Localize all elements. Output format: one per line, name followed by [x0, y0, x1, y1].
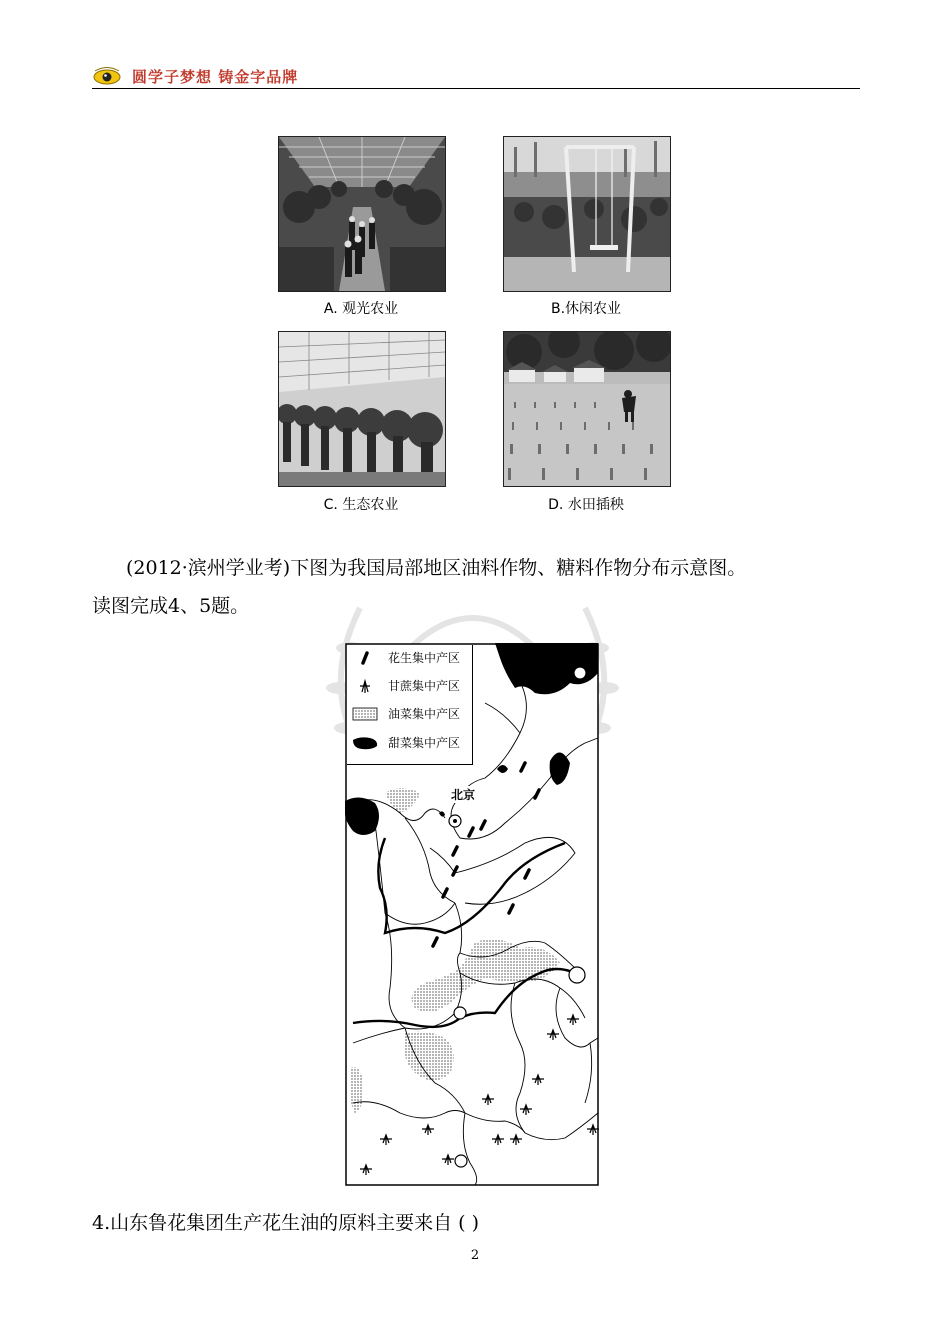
- intro-line-1: (2012·滨州学业考)下图为我国局部地区油料作物、糖料作物分布示意图。: [126, 557, 747, 579]
- map-legend: 花生集中产区 甘蔗集中产区 油菜集中产区 甜菜集中产区: [347, 645, 473, 765]
- page-header: [92, 64, 860, 90]
- question-4: 4.山东鲁花集团生产花生油的原料主要来自 ( ): [92, 1212, 480, 1234]
- sugarcane-icon: [352, 679, 378, 693]
- photo-leisure-agriculture: [503, 136, 671, 292]
- figure-caption-b: B.休闲农业: [550, 301, 622, 317]
- rapeseed-dot-pattern: [352, 707, 378, 721]
- figure-caption-a: A. 观光农业: [323, 301, 399, 317]
- peanut-dash-icon: [352, 651, 378, 665]
- photo-sightseeing-agriculture: [278, 136, 446, 292]
- page-number: 2: [470, 1248, 480, 1263]
- sugar-beet-fill: [352, 736, 378, 750]
- figure-caption-c: C. 生态农业: [323, 497, 399, 513]
- photo-paddy-transplanting: [503, 331, 671, 487]
- map-label-beijing: 北京: [451, 788, 476, 802]
- eye-logo-icon: [92, 66, 122, 86]
- header-rule: [92, 88, 860, 89]
- intro-line-2: 读图完成4、5题。: [92, 595, 250, 617]
- header-slogan: 圆学子梦想 铸金字品牌: [132, 68, 299, 86]
- figure-caption-d: D. 水田插秧: [548, 497, 624, 513]
- photo-ecological-agriculture: [278, 331, 446, 487]
